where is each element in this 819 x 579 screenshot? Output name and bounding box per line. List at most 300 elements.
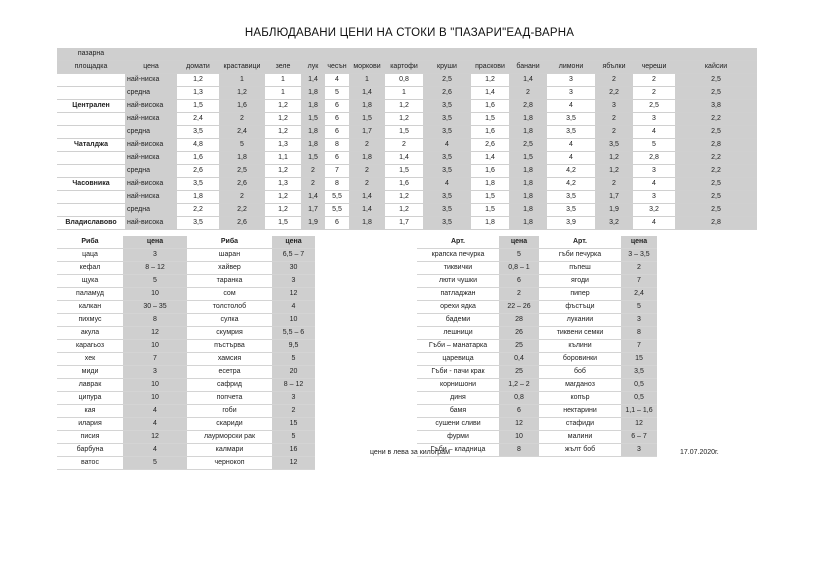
header-spacer: [509, 48, 547, 61]
price-level: най-висока: [125, 178, 177, 191]
price-cell: 4: [633, 217, 675, 230]
item-price: 8 – 12: [272, 379, 315, 392]
price-cell: 2: [385, 139, 423, 152]
item-price: 2: [499, 288, 539, 301]
item-name: бадеми: [417, 314, 499, 327]
table-row: [57, 204, 757, 217]
price-cell: 1: [349, 74, 385, 87]
table-row: [57, 301, 315, 314]
price-level: средна: [125, 126, 177, 139]
header-spacer: [301, 48, 325, 61]
table-row: [57, 178, 757, 191]
item-name: пипер: [539, 288, 621, 301]
market-name: [57, 74, 125, 87]
price-cell: 3: [595, 100, 633, 113]
item-price: 3: [621, 314, 657, 327]
item-name: карагьоз: [57, 340, 123, 353]
item-price: 8: [123, 314, 187, 327]
price-cell: 5: [219, 139, 265, 152]
table-row: [57, 139, 757, 152]
price-cell: 1: [219, 74, 265, 87]
price-cell: 3,5: [423, 126, 471, 139]
price-level: най-висока: [125, 139, 177, 152]
item-price: 1,1 – 1,6: [621, 405, 657, 418]
item-name: таранка: [187, 275, 272, 288]
price-cell: 2: [219, 191, 265, 204]
item-price: 5: [621, 301, 657, 314]
market-name: Владиславово: [57, 217, 125, 230]
price-cell: 1,6: [219, 100, 265, 113]
price-cell: 2,8: [675, 217, 757, 230]
column-header: цена: [272, 236, 315, 249]
unit-note: цени в лева за килограм: [370, 449, 450, 456]
item-price: 12: [272, 288, 315, 301]
item-name: тиквички: [417, 262, 499, 275]
item-name: диня: [417, 392, 499, 405]
price-cell: 1,4: [349, 204, 385, 217]
column-header: Риба: [57, 236, 123, 249]
price-cell: 3: [633, 191, 675, 204]
price-cell: 1,2: [265, 191, 301, 204]
price-cell: 4: [547, 139, 595, 152]
market-name: Чаталджа: [57, 139, 125, 152]
table-row: [57, 191, 757, 204]
item-price: 7: [621, 340, 657, 353]
price-cell: 4: [325, 74, 349, 87]
price-cell: 1,2: [595, 152, 633, 165]
item-price: 10: [123, 288, 187, 301]
price-cell: 1,3: [177, 87, 219, 100]
price-cell: 1,8: [509, 178, 547, 191]
column-header: ябълки: [595, 61, 633, 74]
table-row: [57, 249, 315, 262]
price-cell: 2,6: [219, 217, 265, 230]
table-row: [417, 327, 657, 340]
price-cell: 1,4: [301, 191, 325, 204]
table-row: [57, 113, 757, 126]
price-cell: 1,2: [265, 113, 301, 126]
table-row: [57, 444, 315, 457]
item-price: 2: [272, 405, 315, 418]
price-cell: 1,6: [385, 178, 423, 191]
item-name: сушени сливи: [417, 418, 499, 431]
price-cell: 2,2: [177, 204, 219, 217]
item-price: 16: [272, 444, 315, 457]
item-price: 4: [123, 405, 187, 418]
item-name: Гъби – кладница: [417, 444, 499, 457]
price-cell: 1,9: [595, 204, 633, 217]
item-price: 3 – 3,5: [621, 249, 657, 262]
price-cell: 4: [423, 139, 471, 152]
price-cell: 3,5: [177, 178, 219, 191]
articles-table: [417, 236, 657, 457]
table-row: [57, 152, 757, 165]
price-cell: 3,5: [423, 204, 471, 217]
price-cell: 2,4: [177, 113, 219, 126]
item-name: есетра: [187, 366, 272, 379]
header-spacer: [265, 48, 301, 61]
item-price: 0,8: [499, 392, 539, 405]
price-cell: 3,5: [547, 191, 595, 204]
item-price: 10: [499, 431, 539, 444]
item-name: чернокоп: [187, 457, 272, 470]
item-name: пихмус: [57, 314, 123, 327]
item-name: лаврак: [57, 379, 123, 392]
corner-label-bottom: площадка: [57, 61, 125, 74]
price-cell: 1,2: [219, 87, 265, 100]
price-cell: 1,4: [301, 74, 325, 87]
price-cell: 2,2: [595, 87, 633, 100]
item-name: стафиди: [539, 418, 621, 431]
price-cell: 6: [325, 113, 349, 126]
price-cell: 0,8: [385, 74, 423, 87]
price-cell: 2: [633, 74, 675, 87]
price-cell: 2: [633, 87, 675, 100]
item-name: сулка: [187, 314, 272, 327]
price-cell: 2: [301, 178, 325, 191]
column-header: краставици: [219, 61, 265, 74]
item-price: 5: [272, 431, 315, 444]
price-cell: 2,4: [219, 126, 265, 139]
market-name: [57, 152, 125, 165]
column-header: цена: [125, 61, 177, 74]
item-name: бамя: [417, 405, 499, 418]
table-row: [417, 392, 657, 405]
price-cell: 1,6: [471, 165, 509, 178]
price-cell: 2,6: [177, 165, 219, 178]
market-name: [57, 204, 125, 217]
price-cell: 1,2: [595, 165, 633, 178]
price-cell: 1,2: [265, 165, 301, 178]
item-name: лаурморски рак: [187, 431, 272, 444]
price-cell: 4: [547, 100, 595, 113]
table-row: [417, 405, 657, 418]
header-spacer: [349, 48, 385, 61]
price-cell: 1: [265, 74, 301, 87]
header-spacer: [595, 48, 633, 61]
market-name: Часовника: [57, 178, 125, 191]
price-cell: 1,2: [265, 100, 301, 113]
price-cell: 3: [547, 74, 595, 87]
item-name: шаран: [187, 249, 272, 262]
price-cell: 3: [633, 165, 675, 178]
table-row: [57, 418, 315, 431]
table-row: [417, 379, 657, 392]
market-name: [57, 87, 125, 100]
price-cell: 1,2: [471, 74, 509, 87]
price-cell: 3,5: [423, 165, 471, 178]
price-level: най-ниска: [125, 113, 177, 126]
table-row: [417, 431, 657, 444]
price-cell: 2,5: [423, 74, 471, 87]
price-level: най-висока: [125, 217, 177, 230]
price-cell: 3,2: [595, 217, 633, 230]
price-cell: 1,3: [265, 139, 301, 152]
item-price: 25: [499, 366, 539, 379]
item-name: нектарини: [539, 405, 621, 418]
price-cell: 2,6: [423, 87, 471, 100]
header-spacer: [385, 48, 423, 61]
item-name: Гъби - пачи крак: [417, 366, 499, 379]
price-cell: 2: [219, 113, 265, 126]
item-price: 25: [499, 340, 539, 353]
price-cell: 1,8: [349, 100, 385, 113]
item-name: хамсия: [187, 353, 272, 366]
header-spacer: [675, 48, 757, 61]
item-name: пъстърва: [187, 340, 272, 353]
item-name: ципура: [57, 392, 123, 405]
price-cell: 4: [423, 178, 471, 191]
price-cell: 1,6: [177, 152, 219, 165]
item-price: 5: [499, 249, 539, 262]
price-cell: 1,2: [265, 204, 301, 217]
price-cell: 4,2: [547, 165, 595, 178]
item-price: 3: [272, 275, 315, 288]
item-name: барбуна: [57, 444, 123, 457]
price-cell: 1,8: [301, 87, 325, 100]
item-price: 10: [123, 340, 187, 353]
column-header: чесън: [325, 61, 349, 74]
price-cell: 1,8: [471, 217, 509, 230]
price-cell: 1,8: [301, 126, 325, 139]
price-cell: 1,4: [349, 191, 385, 204]
price-cell: 2,5: [675, 126, 757, 139]
price-cell: 3,5: [177, 217, 219, 230]
table-row: [417, 275, 657, 288]
item-name: Гъби – манатарка: [417, 340, 499, 353]
header-spacer: [325, 48, 349, 61]
price-cell: 6: [325, 126, 349, 139]
price-cell: 1,5: [301, 113, 325, 126]
table-row: [57, 87, 757, 100]
price-cell: 2: [349, 139, 385, 152]
price-cell: 1,8: [349, 152, 385, 165]
price-level: най-ниска: [125, 191, 177, 204]
price-cell: 1,6: [471, 126, 509, 139]
item-name: магданоз: [539, 379, 621, 392]
item-price: 3: [272, 392, 315, 405]
item-price: 0,4: [499, 353, 539, 366]
item-name: копър: [539, 392, 621, 405]
price-cell: 5,5: [325, 191, 349, 204]
price-cell: 4: [633, 126, 675, 139]
price-cell: 3: [633, 113, 675, 126]
price-cell: 1,5: [471, 191, 509, 204]
item-price: 3: [621, 444, 657, 457]
price-cell: 1,4: [349, 87, 385, 100]
price-cell: 3,2: [633, 204, 675, 217]
price-cell: 1,4: [471, 87, 509, 100]
table-row: [57, 405, 315, 418]
price-cell: 1,7: [301, 204, 325, 217]
price-cell: 2,5: [675, 204, 757, 217]
item-name: орехи ядка: [417, 301, 499, 314]
item-price: 3: [123, 249, 187, 262]
column-header: кайсии: [675, 61, 757, 74]
price-cell: 1,8: [509, 165, 547, 178]
price-cell: 1,5: [471, 204, 509, 217]
price-cell: 1,9: [301, 217, 325, 230]
item-price: 3: [123, 366, 187, 379]
table-row: [417, 444, 657, 457]
item-name: тиквени семки: [539, 327, 621, 340]
price-cell: 2,6: [471, 139, 509, 152]
item-name: скариди: [187, 418, 272, 431]
price-cell: 4,8: [177, 139, 219, 152]
item-name: ватос: [57, 457, 123, 470]
item-name: гоби: [187, 405, 272, 418]
item-name: акула: [57, 327, 123, 340]
item-price: 5,5 – 6: [272, 327, 315, 340]
column-header: Арт.: [417, 236, 499, 249]
item-price: 26: [499, 327, 539, 340]
item-name: сом: [187, 288, 272, 301]
price-cell: 2: [349, 165, 385, 178]
item-price: 8: [499, 444, 539, 457]
price-cell: 2,8: [633, 152, 675, 165]
price-cell: 1,6: [471, 100, 509, 113]
item-price: 5: [123, 275, 187, 288]
price-cell: 3: [547, 87, 595, 100]
item-name: хек: [57, 353, 123, 366]
market-name: [57, 113, 125, 126]
item-price: 20: [272, 366, 315, 379]
price-level: най-ниска: [125, 74, 177, 87]
price-cell: 1,8: [177, 191, 219, 204]
item-price: 6: [499, 405, 539, 418]
price-cell: 1,7: [349, 126, 385, 139]
table-row: [417, 249, 657, 262]
price-cell: 2,8: [509, 100, 547, 113]
price-cell: 1,2: [177, 74, 219, 87]
price-cell: 3,8: [675, 100, 757, 113]
price-cell: 3,5: [423, 113, 471, 126]
item-price: 7: [621, 275, 657, 288]
item-price: 28: [499, 314, 539, 327]
item-name: ягоди: [539, 275, 621, 288]
item-name: кефал: [57, 262, 123, 275]
price-cell: 1,8: [301, 100, 325, 113]
table-row: [57, 100, 757, 113]
item-price: 5: [123, 457, 187, 470]
price-cell: 2: [595, 113, 633, 126]
table-row: [57, 262, 315, 275]
item-price: 2: [621, 262, 657, 275]
price-cell: 3,5: [423, 217, 471, 230]
price-cell: 1,2: [385, 100, 423, 113]
item-price: 8: [621, 327, 657, 340]
table-row: [57, 327, 315, 340]
table-row: [417, 314, 657, 327]
column-header: лимони: [547, 61, 595, 74]
header-spacer: [547, 48, 595, 61]
price-cell: 6: [325, 100, 349, 113]
table-row: [57, 457, 315, 470]
column-header: лук: [301, 61, 325, 74]
price-level: най-висока: [125, 100, 177, 113]
price-cell: 5,5: [325, 204, 349, 217]
item-name: гъби печурка: [539, 249, 621, 262]
market-name: Централен: [57, 100, 125, 113]
item-name: сафрид: [187, 379, 272, 392]
item-name: царевица: [417, 353, 499, 366]
column-header: цена: [123, 236, 187, 249]
table-row: [57, 366, 315, 379]
item-price: 3,5: [621, 366, 657, 379]
price-cell: 1,4: [509, 74, 547, 87]
item-name: калкан: [57, 301, 123, 314]
price-cell: 1,8: [219, 152, 265, 165]
item-name: жълт боб: [539, 444, 621, 457]
table-row: [57, 340, 315, 353]
price-cell: 3,5: [423, 152, 471, 165]
item-name: хайвер: [187, 262, 272, 275]
price-cell: 2,5: [509, 139, 547, 152]
price-level: средна: [125, 165, 177, 178]
header-spacer: [471, 48, 509, 61]
item-name: калмари: [187, 444, 272, 457]
price-cell: 2: [595, 126, 633, 139]
item-name: кая: [57, 405, 123, 418]
item-price: 2,4: [621, 288, 657, 301]
item-price: 12: [272, 457, 315, 470]
price-cell: 1,4: [385, 152, 423, 165]
page-title: НАБЛЮДАВАНИ ЦЕНИ НА СТОКИ В "ПАЗАРИ"ЕАД-ВАРНА: [244, 27, 575, 39]
price-cell: 1,8: [301, 139, 325, 152]
item-name: боб: [539, 366, 621, 379]
item-name: цаца: [57, 249, 123, 262]
price-cell: 1,8: [509, 217, 547, 230]
item-price: 12: [123, 431, 187, 444]
item-price: 22 – 26: [499, 301, 539, 314]
item-name: пъпеш: [539, 262, 621, 275]
item-name: кълини: [539, 340, 621, 353]
price-cell: 2: [595, 74, 633, 87]
item-price: 9,5: [272, 340, 315, 353]
column-header: череши: [633, 61, 675, 74]
table-row: [417, 366, 657, 379]
price-level: най-ниска: [125, 152, 177, 165]
item-price: 8 – 12: [123, 262, 187, 275]
price-cell: 2: [595, 178, 633, 191]
price-cell: 2,5: [675, 178, 757, 191]
price-cell: 2,5: [633, 100, 675, 113]
table-row: [417, 288, 657, 301]
price-cell: 1,7: [385, 217, 423, 230]
item-name: илария: [57, 418, 123, 431]
price-cell: 8: [325, 139, 349, 152]
price-cell: 1,7: [595, 191, 633, 204]
price-cell: 4: [547, 152, 595, 165]
table-row: [417, 301, 657, 314]
price-cell: 1,8: [349, 217, 385, 230]
item-name: корнишони: [417, 379, 499, 392]
price-cell: 2: [301, 165, 325, 178]
item-price: 12: [499, 418, 539, 431]
price-cell: 1,5: [385, 165, 423, 178]
table-row: [417, 262, 657, 275]
price-cell: 2: [509, 87, 547, 100]
price-cell: 2,2: [675, 152, 757, 165]
price-cell: 3,5: [547, 113, 595, 126]
price-cell: 8: [325, 178, 349, 191]
price-cell: 3,5: [423, 100, 471, 113]
item-price: 5: [272, 353, 315, 366]
table-row: [417, 353, 657, 366]
header-spacer: [177, 48, 219, 61]
item-name: лешници: [417, 327, 499, 340]
item-price: 15: [621, 353, 657, 366]
